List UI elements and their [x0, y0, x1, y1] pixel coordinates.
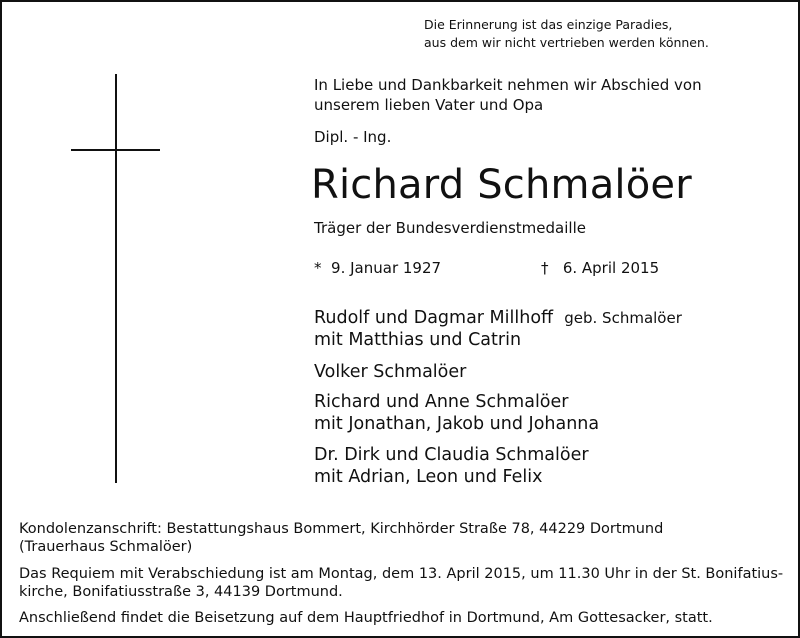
birth-date-value: 9. Januar 1927 [331, 259, 442, 277]
requiem-notice [19, 565, 783, 601]
family-group-1-children: mit Matthias und Catrin [314, 330, 522, 350]
family-group-1 [314, 307, 682, 351]
family-group-4-children: mit Adrian, Leon und Felix [314, 467, 543, 487]
cross-icon-horizontal [71, 149, 160, 151]
family-group-1-note: geb. Schmalöer [564, 309, 682, 327]
cross-icon-vertical [115, 74, 117, 483]
condolence-line-1: Kondolenzanschrift: Bestattungshaus Bommert, Kirchhörder Straße 78, 44229 Dortmund [19, 521, 664, 537]
family-group-4 [314, 444, 589, 488]
family-group-1-names: Rudolf und Dagmar Millhoff [314, 308, 554, 328]
family-group-2-names: Volker Schmalöer [314, 362, 467, 382]
requiem-line-1: Das Requiem mit Verabschiedung ist am Montag, dem 13. April 2015, um 11.30 Uhr in der St. Bonifatius- [19, 566, 784, 582]
death-date-value: 6. April 2015 [562, 259, 660, 277]
quote-line-1: Die Erinnerung ist das einzige Paradies, [424, 17, 673, 32]
family-group-3-names: Richard und Anne Schmalöer [314, 392, 569, 412]
award-text: Träger der Bundesverdienstmedaille [314, 219, 586, 237]
burial-notice [19, 609, 713, 627]
epigraph-quote [424, 16, 709, 52]
burial-line-1: Anschließend findet die Beisetzung auf dem Hauptfriedhof in Dortmund, Am Gottesacker, statt. [19, 610, 713, 626]
quote-line-2: aus dem wir nicht vertrieben werden können. [424, 35, 709, 50]
academic-title: Dipl. - Ing. [314, 128, 392, 146]
intro-line-2: unserem lieben Vater und Opa [314, 96, 544, 114]
intro-line-1: In Liebe und Dankbarkeit nehmen wir Abschied von [314, 76, 702, 94]
family-group-2 [314, 361, 466, 383]
family-group-4-names: Dr. Dirk und Claudia Schmalöer [314, 445, 589, 465]
deceased-name: Richard Schmalöer [311, 162, 692, 208]
family-group-3 [314, 391, 599, 435]
death-symbol: † [541, 259, 549, 277]
death-date [541, 259, 659, 277]
requiem-line-2: kirche, Bonifatiusstraße 3, 44139 Dortmund. [19, 584, 343, 600]
condolence-line-2: (Trauerhaus Schmalöer) [19, 539, 193, 555]
birth-symbol: * [314, 259, 322, 277]
birth-date [314, 259, 441, 277]
condolence-address [19, 520, 663, 556]
intro-text [314, 75, 702, 115]
family-group-3-children: mit Jonathan, Jakob und Johanna [314, 414, 600, 434]
